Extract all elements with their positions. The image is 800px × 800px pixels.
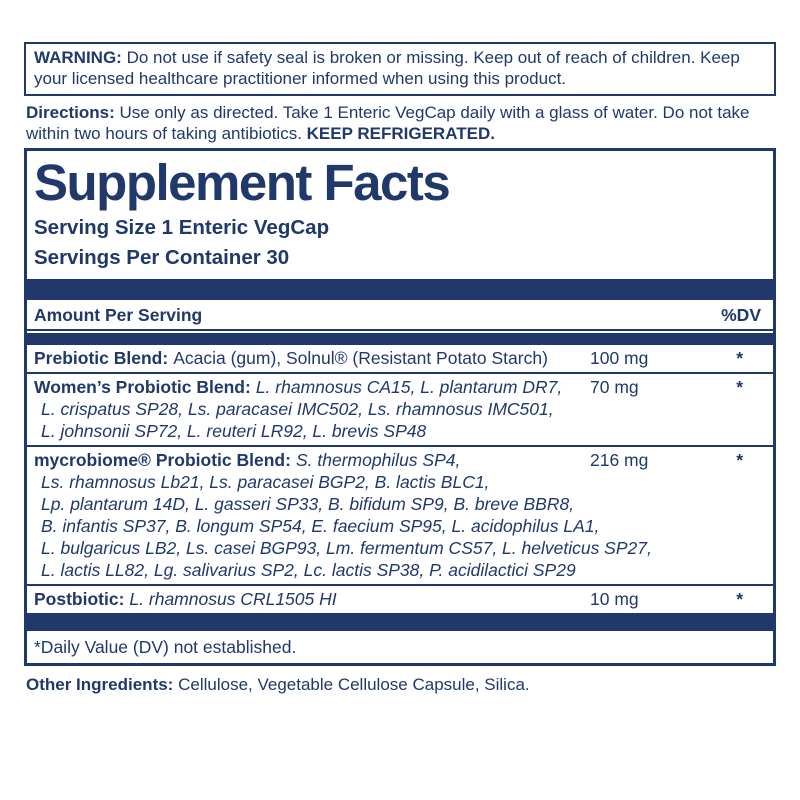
ingredient-row-womens-probiotic-blend	[27, 374, 773, 447]
ingredient-detail: S. thermophilus SP4,	[295, 450, 461, 470]
ingredient-line	[34, 376, 773, 398]
ingredient-dv: *	[736, 589, 743, 609]
divider-bar-thick	[27, 279, 773, 300]
amount-per-serving-header: Amount Per Serving	[34, 305, 203, 325]
ingredient-line: L. crispatus SP28, Ls. paracasei IMC502, Ls. rhamnosus IMC501,	[41, 399, 554, 419]
divider-bar-medium	[27, 333, 773, 345]
ingredient-row-postbiotic	[27, 586, 773, 613]
directions-label: Directions:	[26, 103, 115, 122]
ingredient-line: B. infantis SP37, B. longum SP54, E. faecium SP95, L. acidophilus LA1,	[41, 516, 600, 536]
ingredient-amount: 10 mg	[590, 589, 639, 609]
supplement-facts-panel	[24, 148, 776, 666]
facts-header-row	[27, 300, 773, 331]
ingredient-amount: 70 mg	[590, 377, 639, 397]
ingredient-line: L. lactis LL82, Lg. salivarius SP2, Lc. lactis SP38, P. acidilactici SP29	[41, 560, 576, 580]
warning-label: WARNING:	[34, 48, 122, 67]
ingredient-dv: *	[736, 348, 743, 368]
servings-per-container: Servings Per Container 30	[34, 246, 290, 269]
directions	[26, 102, 774, 144]
ingredient-line	[34, 588, 773, 610]
supplement-facts-title: Supplement Facts	[34, 154, 450, 211]
ingredient-dv: *	[736, 450, 743, 470]
other-ingredients	[26, 674, 774, 695]
ingredient-label: Prebiotic Blend:	[34, 348, 169, 368]
ingredient-line: Lp. plantarum 14D, L. gasseri SP33, B. bifidum SP9, B. breve BBR8,	[41, 494, 575, 514]
ingredient-detail: L. rhamnosus CRL1505 HI	[129, 589, 337, 609]
ingredient-label: Women’s Probiotic Blend:	[34, 377, 251, 397]
ingredient-line: L. bulgaricus LB2, Ls. casei BGP93, Lm. fermentum CS57, L. helveticus SP27,	[41, 538, 652, 558]
ingredient-line: Ls. rhamnosus Lb21, Ls. paracasei BGP2, B. lactis BLC1,	[41, 472, 490, 492]
directions-bold-suffix: KEEP REFRIGERATED.	[306, 124, 495, 143]
ingredient-line: L. johnsonii SP72, L. reuteri LR92, L. brevis SP48	[41, 421, 427, 441]
ingredient-amount: 100 mg	[590, 348, 649, 368]
ingredient-detail: L. rhamnosus CA15, L. plantarum DR7,	[255, 377, 563, 397]
other-ingredients-label: Other Ingredients:	[26, 675, 174, 694]
daily-value-footnote: *Daily Value (DV) not established.	[34, 637, 297, 657]
ingredient-amount: 216 mg	[590, 450, 649, 470]
ingredient-line	[34, 449, 773, 471]
warning-text: Do not use if safety seal is broken or missing. Keep out of reach of children. Keep your licensed healthcare practitioner informed when using this product.	[34, 48, 740, 88]
ingredient-detail: Acacia (gum), Solnul® (Resistant Potato Starch)	[173, 348, 548, 368]
other-ingredients-text: Cellulose, Vegetable Cellulose Capsule, Silica.	[178, 675, 530, 694]
ingredient-label: Postbiotic:	[34, 589, 125, 609]
serving-size: Serving Size 1 Enteric VegCap	[34, 216, 330, 239]
ingredient-row-prebiotic-blend	[27, 345, 773, 374]
ingredient-label: mycrobiome® Probiotic Blend:	[34, 450, 291, 470]
warning-box	[24, 42, 776, 96]
percent-dv-header: %DV	[721, 305, 761, 325]
ingredient-row-mycrobiome-probiotic-blend	[27, 447, 773, 586]
ingredient-line	[34, 347, 773, 369]
directions-text: Use only as directed. Take 1 Enteric VegCap daily with a glass of water. Do not take within two hours of taking antibiotics.	[26, 103, 750, 143]
divider-bar-bottom	[27, 613, 773, 631]
ingredient-dv: *	[736, 377, 743, 397]
